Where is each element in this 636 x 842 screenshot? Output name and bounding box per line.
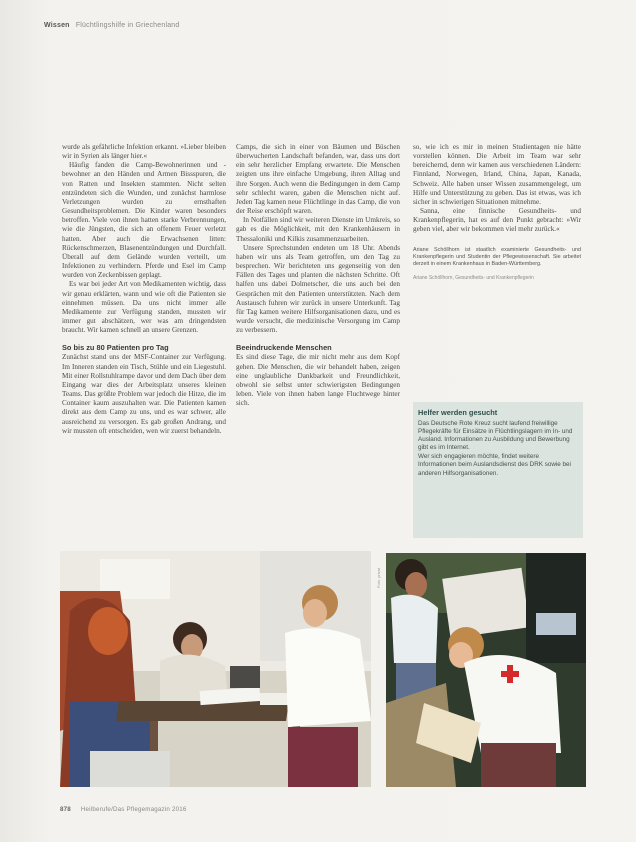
info-box-title: Helfer werden gesucht [418, 408, 498, 417]
photo-child-treatment [386, 553, 586, 787]
info-box-paragraph: Wer sich engagieren möchte, findet weitere Informationen beim Auslandsdienst des DRK sowie bei anderen Hilfsorganisationen. [418, 453, 571, 477]
page-footer [60, 806, 187, 813]
body-paragraph: Häufig fanden die Camp-Bewohnerinnen und -bewohner an den Händen und Armen Bissspuren, die von Ratten und Insekten stammten. Nicht selten entzündeten sich die Wunden, und zunächst harmlose Verletzungen wurden zu ernsthaften Gesundheitsproblemen. Die Kinder waren besonders betroffen. Viele von ihnen hatten starke Verbrennungen, wie die Jüngsten, die sich an offenem Feuer verletzt hatten. Aber auch die Erwachsenen litten: Rückenschmerzen, Blasenentzündungen und Durchfall. Überall auf dem Gelände wurden verteilt, um Infektionen zu verhindern. Pferde und Esel im Camp wurden von Zeckenbissen geplagt. [62, 161, 226, 280]
body-paragraph: Camps, die sich in einer von Bäumen und Büschen überwucherten Landschaft befanden, war, dass uns dort ein sehr herzlicher Empfang erwartete. Die Menschen zeigten uns ihre einfache Umgebung, ihren Alltag und ihre Sorgen. Auch wenn die Bedingungen in dem Camp sehr schlecht waren, gaben die Menschen nicht auf. Jeden Tag kamen neue Flüchtlinge in das Camp, die von der Reise erschöpft waren. [236, 143, 400, 216]
body-paragraph: Es sind diese Tage, die mir nicht mehr aus dem Kopf gehen. Die Menschen, die wir behandelt haben, zeigen eine unglaubliche Dankbarkeit und Freundlichkeit, obwohl sie selbst unter schwierigsten Bedingungen leben. Viele von ihnen haben lange Fluchtwege hinter sich. [236, 353, 400, 408]
section-label: Wissen [44, 22, 70, 29]
photo-credit: Foto: privat [376, 568, 381, 589]
body-paragraph: Sanna, eine finnische Gesundheits- und Krankenpflegerin, hat es auf den Punkt gebracht: »Wir geben viel, aber wir bekommen viel mehr zurück.« [413, 207, 581, 234]
body-paragraph: so, wie ich es mir in meinen Studientagen nie hätte vorstellen können. Die Arbeit im Team war sehr bereichernd, denn wir kamen aus verschiedenen Ländern: Finnland, Norwegen, Irland, China, Japan, Kanada, Schweiz. Alle haben unser Wissen zusammengelegt, um Hilfe und Unterstützung zu geben. Das ist etwas, was ich sicher in schwierigen Situationen mitnehme. [413, 143, 581, 206]
text-column-2 [236, 143, 400, 408]
subheading: So bis zu 80 Patienten pro Tag [62, 343, 169, 353]
page-number: 878 [60, 806, 71, 813]
subheading: Beeindruckende Menschen [236, 343, 332, 353]
info-box-paragraph: Das Deutsche Rote Kreuz sucht laufend freiwillige Pflegekräfte für Einsätze in Flüchtlingslagern im In- und Ausland. Informationen zu Ausbildung und Bewerbung gibt es im Internet. [418, 420, 573, 452]
journal-name: Heilberufe/Das Pflegemagazin 2016 [80, 806, 187, 813]
consultation-photo-illustration [60, 551, 371, 787]
text-column-3 [413, 143, 581, 282]
text-column-1 [62, 143, 226, 436]
body-paragraph: Es war bei jeder Art von Medikamenten wichtig, dass wir genau erklärten, wann und wie oft die Patienten sie einnehmen müssen. Da uns nicht immer alle Medikamente zur Verfügung standen, mussten wir immer gut abschätzen, wer was am dringendsten braucht. Wir kamen schnell an unsere Grenzen. [62, 280, 226, 335]
body-paragraph: Unsere Sprechstunden endeten um 18 Uhr. Abends haben wir uns als Team getroffen, um den Tag zu besprechen. Wir berichteten uns gegenseitig von den Fällen des Tages und planten die nächsten Schritte. Oft halfen uns dabei Dolmetscher, die uns auch bei den Gesprächen mit den Patienten unterstützten. Nach dem Austausch fuhren wir zurück in unsere Unterkunft. Tag für Tag kamen weitere Hilfsorganisationen dazu, und es wurde versucht, die medizinische Versorgung im Camp zu verbessern. [236, 243, 400, 335]
info-box [413, 402, 583, 538]
author-bio [413, 247, 581, 269]
body-paragraph: Zunächst stand uns der MSF-Container zur Verfügung. Im Inneren standen ein Tisch, Stühle und ein Liegestuhl. Mit einer Rollstuhlrampe davor und dem Dach über dem Eingang war dies der Arbeitsplatz unseres kleinen Teams. Das größte Problem war jedoch die Hitze, die im Container kaum auszuhalten war. Die Patienten kamen direkt aus dem Camp zu uns, und es war schwer, alle ausreichend zu versorgen. Es gab großen Andrang, und wir mussten oft entscheiden, wen wir zuerst behandeln. [62, 353, 226, 435]
author-bio-text: Ariane Schöllhorn ist staatlich examinierte Gesundheits- und Krankenpflegerin und Studentin der Pflegewissenschaft. Sie arbeitet derzeit in einem Krankenhaus in Baden-Württemberg. [413, 246, 581, 268]
section-topic: Flüchtlingshilfe in Griechenland [75, 22, 180, 29]
author-credit: Ariane Schöllhorn, Gesundheits- und Krankenpflegerin [413, 274, 534, 281]
photo-consultation [60, 551, 371, 787]
child-treatment-photo-illustration [386, 553, 586, 787]
running-header [44, 22, 180, 29]
body-paragraph: In Notfällen sind wir weiteren Dienste im Umkreis, so gab es die Möglichkeit, mit den Krankenhäusern in Thessaloniki und Kilkis zusammenzuarbeiten. [236, 216, 400, 243]
body-paragraph: wurde als gefährliche Infektion erkannt. »Lieber bleiben wir in Syrien als länger hier.« [62, 143, 226, 161]
